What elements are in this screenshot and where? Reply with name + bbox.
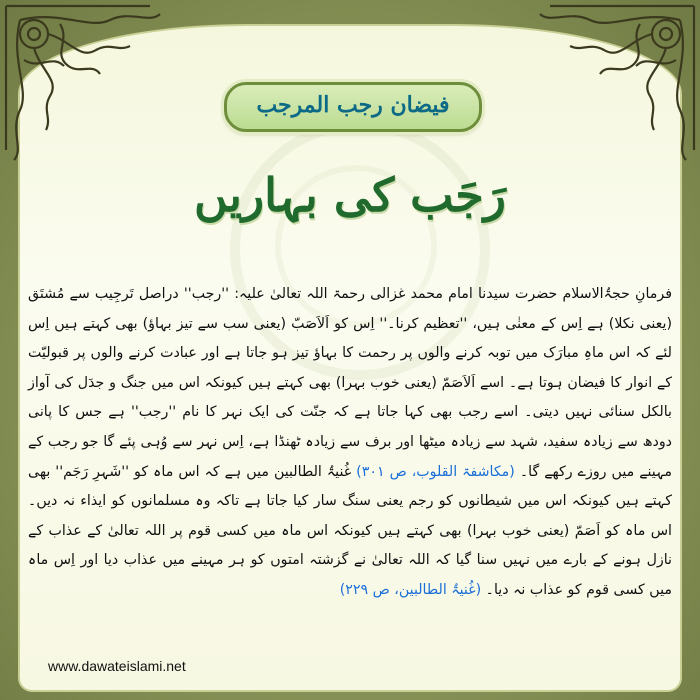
page-title: رَجَب کی بہاریں: [194, 168, 506, 222]
article-text-1: فرمانِ حجۃُالاسلام حضرت سیدنا امام محمد غزالی رحمۃ اللہ تعالیٰ علیہ: ''رجب'' دراصل تَرجِیب سے مُشتَق (یعنی نکلا) ہے اِس کے معنٰی ہیں، ''تعظیم کرنا۔'' اِس کو اَلاَصَبّ (یعنی سب سے تیز بہاؤ) بھی کہتے ہیں اِس لئے کہ اس ماہِ مبارَک میں توبہ کرنے والوں پر رحمت کا بہاؤ تیز ہو جاتا ہے اور عبادت کرنے والوں پر قبولیّت کے انوار کا فیضان ہوتا ہے۔ اسے اَلاَصَمّ (یعنی خوب بہرا) بھی کہتے ہیں کیونکہ اس میں جنگ و جدَل کی آواز بالکل سنائی نہیں دیتی۔ اسے رجب بھی کہا جاتا ہے کہ جنّت کی ایک نہر کا نام ''رجب'' ہے جس کا پانی دودھ سے زیادہ سفید، شہد سے زیادہ میٹھا اور برف سے زیادہ ٹھنڈا ہے، اِس نہر سے وُہی پئے گا جو رجب کے مہینے میں روزے رکھے گا۔: [28, 286, 672, 480]
header-badge: [224, 82, 482, 132]
article-text-2: غُنیۃُ الطالبین میں ہے کہ اس ماہ کو ''شَہرِ رَجَم'' بھی کہتے ہیں کیونکہ اس میں شیطانوں کو رجم یعنی سنگ سار کیا جاتا ہے تاکہ وہ مسلمانوں کو ایذاء نہ دیں۔ اس ماہ کو اَصَمّ (یعنی خوب بہرا) بھی کہتے ہیں کیونکہ اس ماہ میں کسی قوم پر اللہ تعالیٰ کے عذاب کے نازل ہونے کے بارے میں نہیں سنا گیا کہ اللہ تعالیٰ نے گزشتہ امتوں کو ہر مہینے میں عذاب دیا اور اِس ماہ میں کسی قوم کو عذاب نہ دیا۔: [28, 463, 672, 598]
article-paragraph: [28, 280, 672, 606]
website-link[interactable]: www.dawateislami.net: [48, 658, 186, 674]
reference-1: (مکاشفۃ القلوب، ص ۳۰۱): [356, 463, 515, 480]
article-body: [28, 280, 672, 606]
badge-label: فیضان رجب المرجب: [256, 92, 450, 118]
corner-ornament-left: [0, 0, 170, 170]
corner-ornament-right: [530, 0, 700, 170]
reference-2: (غُنیۃُ الطالبین، ص ۲۲۹): [339, 581, 482, 598]
